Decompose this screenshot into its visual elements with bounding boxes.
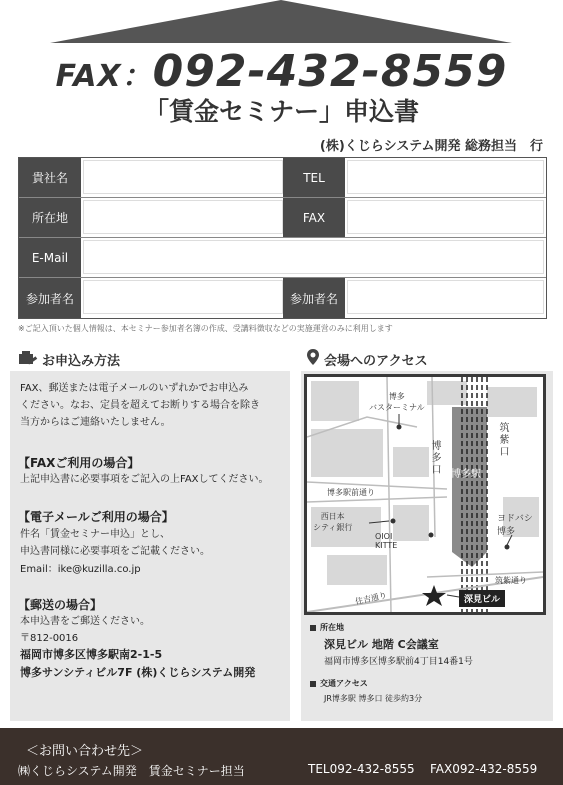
pen-icon [18, 350, 38, 366]
mail-address-2: 博多サンシティビル7F (株)くじらシステム開発 [20, 666, 256, 679]
transport-bullet [310, 681, 316, 687]
transport-heading: 交通アクセス [320, 679, 368, 688]
privacy-note: ※ご記入頂いた個人情報は、本セミナー参加者名簿の作成、受講料徴収などの実施運営のみに利用します [18, 324, 393, 333]
map-station: 博多駅 [451, 469, 481, 480]
bank-marker [391, 519, 396, 524]
form-title: 「賃金セミナー」申込書 [143, 97, 419, 126]
company-label: 貴社名 [19, 158, 81, 197]
email-method-text-2: 申込書同様に必要事項をご記載ください。 [20, 546, 210, 557]
form-row-company [19, 158, 546, 198]
apply-intro-3: 当方からはご連絡いたしません。 [20, 417, 171, 428]
map-chikushi-exit: 筑紫口 [499, 423, 510, 458]
map-venue-label: 深見ビル [459, 590, 505, 607]
address-label: 所在地 [19, 198, 81, 237]
apply-intro-2: ください。なお、定員を超えてお断りする場合を除き [20, 400, 260, 411]
company-field[interactable] [83, 160, 283, 194]
fax-number: 092-432-8559 [152, 46, 508, 97]
yodobashi-marker [505, 545, 510, 550]
fax-method-heading: 【FAXご利用の場合】 [18, 456, 140, 470]
location-name: 深見ビル 地階 C会議室 [324, 638, 439, 651]
form-row-address [19, 198, 546, 238]
addressee: (株)くじらシステム開発 総務担当 行 [319, 139, 543, 154]
access-heading: 会場へのアクセス [324, 354, 428, 369]
fax-method-text: 上記申込書に必要事項をご記入の上FAXしてください。 [20, 474, 269, 485]
map-ekimae-street: 博多駅前通り [327, 488, 375, 497]
tel-label: TEL [283, 158, 345, 197]
organizer: ㈱くじらシステム開発 賃金セミナー担当 [18, 764, 245, 778]
location-bullet [310, 625, 316, 631]
form-row-participants [19, 278, 546, 318]
venue-star-icon [422, 585, 446, 606]
access-map [304, 374, 546, 615]
email-label: E-Mail [19, 238, 81, 277]
map-yodobashi: ヨドバシ 博多 [497, 514, 533, 537]
apply-heading: お申込み方法 [42, 354, 121, 369]
footer [0, 728, 563, 785]
header-roof-shape [50, 0, 512, 43]
email-method-heading: 【電子メールご利用の場合】 [18, 510, 174, 524]
fax-field[interactable] [347, 200, 544, 234]
email-address: Email：ike@kuzilla.co.jp [20, 564, 141, 575]
email-field[interactable] [83, 240, 544, 274]
location-heading: 所在地 [320, 623, 344, 632]
address-field[interactable] [83, 200, 283, 234]
map-hakata-exit: 博多口 [431, 441, 442, 476]
apply-intro-1: FAX、郵送または電子メールのいずれかでお申込み [20, 383, 249, 394]
contact-heading: ＜お問い合わせ先＞ [26, 744, 144, 759]
tel-field[interactable] [347, 160, 544, 194]
transport-text: JR博多駅 博多口 徒歩約3分 [324, 694, 423, 703]
participant1-label: 参加者名 [19, 278, 81, 318]
mail-address-1: 福岡市博多区博多駅南2-1-5 [20, 648, 163, 661]
map-bus-terminal: 博多 バスターミナル [369, 392, 425, 412]
mail-method-heading: 【郵送の場合】 [18, 598, 103, 612]
contact-tel: TEL092-432-8555 [308, 762, 415, 776]
oioi-marker [429, 533, 434, 538]
fax-number-header [0, 46, 563, 97]
fax-label: FAX： [55, 59, 153, 94]
location-pin-icon [306, 348, 320, 366]
bus-terminal-marker [397, 425, 402, 430]
email-method-text-1: 件名「賃金セミナー申込」とし、 [20, 529, 170, 540]
map-chikushi-street: 筑紫通り [495, 576, 527, 585]
fax-field-label: FAX [283, 198, 345, 237]
form-row-email [19, 238, 546, 278]
participant1-field[interactable] [83, 280, 283, 314]
participant2-field[interactable] [347, 280, 544, 314]
mail-method-text: 本申込書をご郵送ください。 [20, 616, 150, 627]
participant2-label: 参加者名 [283, 278, 345, 318]
map-nishi-bank: 西日本 シティ銀行 [313, 512, 353, 532]
postal-code: 〒812-0016 [20, 633, 79, 644]
application-form [18, 157, 547, 319]
map-oioi: OIOI KITTE [375, 532, 398, 550]
map-sumiyoshi-street: 住吉通り [354, 590, 388, 607]
contact-fax: FAX092-432-8559 [430, 762, 538, 776]
location-address: 福岡市博多区博多駅前4丁目14番1号 [324, 657, 473, 667]
